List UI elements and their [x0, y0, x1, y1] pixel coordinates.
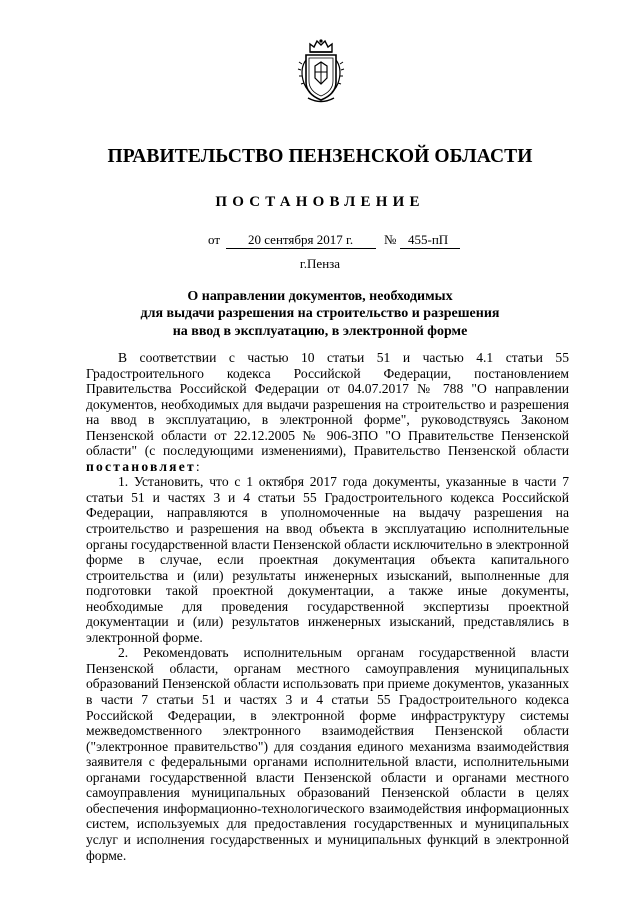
document-date: 20 сентября 2017 г.	[248, 232, 354, 247]
title-line: О направлении документов, необходимых	[187, 289, 453, 304]
preamble-paragraph	[86, 350, 569, 474]
document-body	[86, 350, 569, 863]
number-prefix: №	[384, 232, 397, 247]
resolves-word: постановляет	[86, 458, 196, 474]
preamble-text: В соответствии с частью 10 статьи 51 и частью 4.1 статьи 55 Градостроительного кодекса Российской Федерации, постановлением Правительства Российской Федерации от 04.07.2017 № 788 "О направлении документов, необходимых для выдачи разрешения на строительство и разрешения на ввод в эксплуатацию, в электронной форме", руководствуясь Законом Пензенской области от 22.12.2005 № 906-ЗПО "О Правительстве Пензенской области" (с последующими изменениями), Правительство Пензенской области	[86, 350, 569, 459]
coat-of-arms-emblem	[296, 38, 346, 106]
document-title	[80, 288, 560, 340]
document-number: 455-пП	[408, 232, 449, 247]
organization-name: ПРАВИТЕЛЬСТВО ПЕНЗЕНСКОЙ ОБЛАСТИ	[107, 146, 533, 167]
title-line: на ввод в эксплуатацию, в электронной форме	[172, 323, 468, 339]
title-line: для выдачи разрешения на строительство и разрешения	[140, 306, 500, 322]
date-prefix: от	[208, 232, 221, 247]
document-type: ПОСТАНОВЛЕНИЕ	[215, 194, 425, 210]
city-name: г.Пенза	[299, 256, 341, 271]
item-1-paragraph: 1. Установить, что с 1 октября 2017 года документы, указанные в части 7 статьи 51 и частях 3 и 4 статьи 55 Градостроительного кодекса Российской Федерации, направляются в уполномоченные на выдачу разрешения на строительство и разрешения на ввод объекта в эксплуатацию исполнительные органы государственной власти Пензенской области исключительно в электронной форме в случае, если проектная документация объекта капитального строительства и (или) результаты инженерных изысканий, выполненные для подготовки такой проектной документации, а также иные документы, необходимые для проведения государственной экспертизы проектной документации и (или) результатов инженерных изысканий, представлялись в электронной форме.	[86, 474, 569, 645]
resolves-colon: :	[195, 458, 200, 474]
item-2-paragraph: 2. Рекомендовать исполнительным органам государственной власти Пензенской области, органам местного самоуправления муниципальных образований Пензенской области использовать при приеме документов, указанных в части 7 статьи 51 и частях 3 и 4 статьи 55 Градостроительного кодекса Российской Федерации, в электронной форме инфраструктуру системы межведомственного электронного взаимодействия Пензенской области ("электронное правительство") для создания единого механизма взаимодействия заявителя с федеральными органами исполнительной власти, исполнительными органами государственной власти Пензенской области и органами местного самоуправления муниципальных образований Пензенской области в целях обеспечения информационно-технологического взаимодействия информационных систем, используемых для предоставления государственных и муниципальных услуг и исполнения государственных и муниципальных функций в электронной форме.	[86, 645, 569, 863]
